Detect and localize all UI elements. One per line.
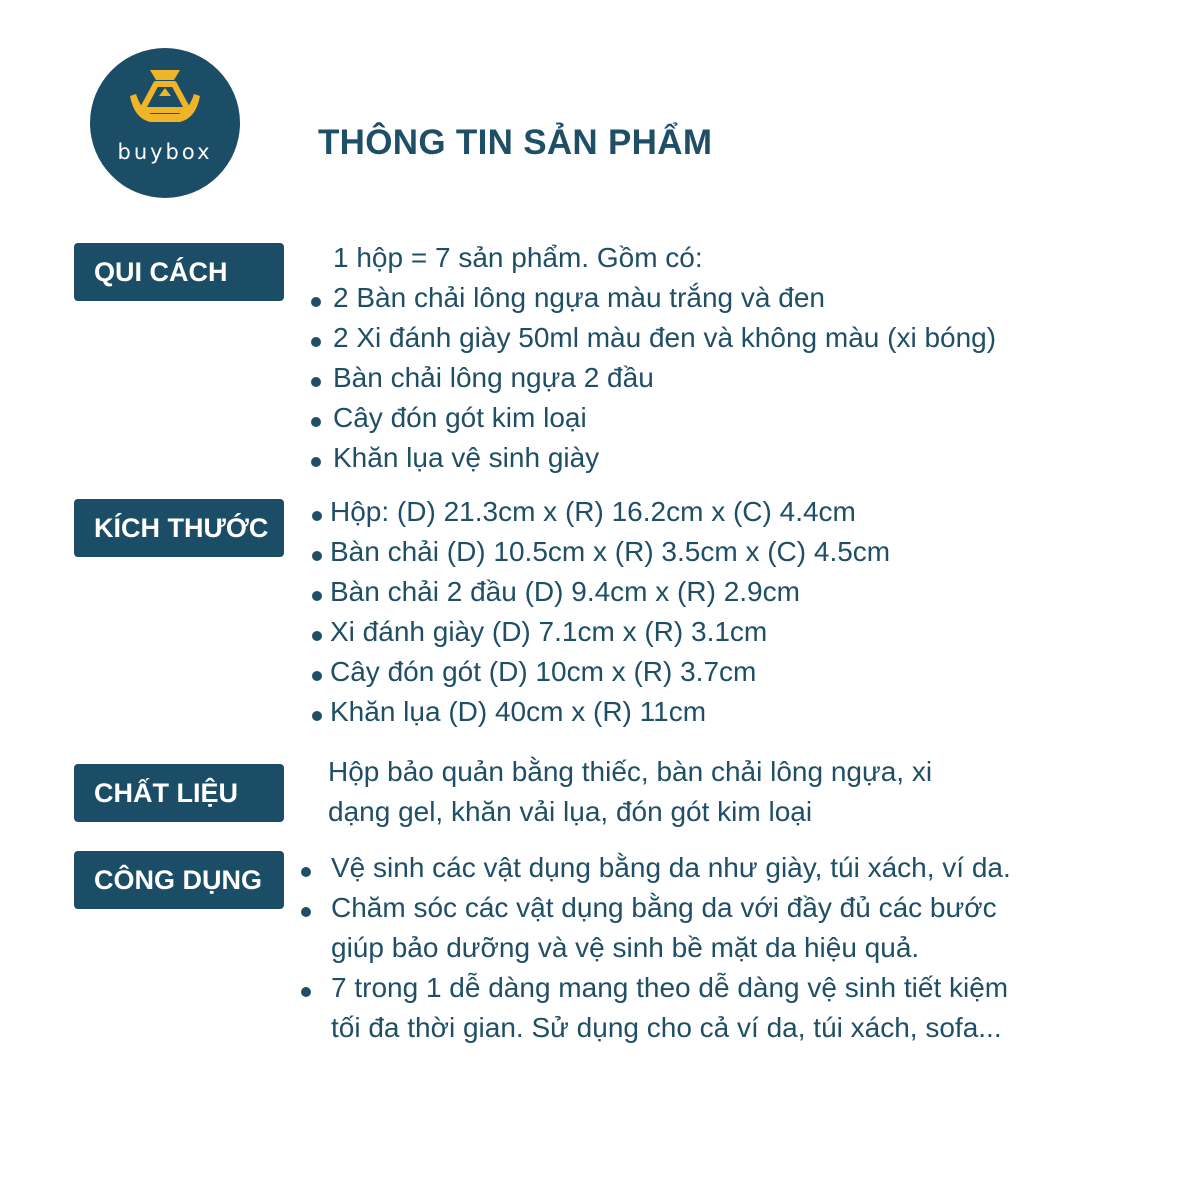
- label-cong-dung: CÔNG DỤNG: [74, 851, 284, 909]
- list-item: 2 Bàn chải lông ngựa màu trắng và đen: [333, 278, 996, 318]
- bullet-icon: [301, 987, 311, 997]
- list-item: Cây đón gót (D) 10cm x (R) 3.7cm: [330, 652, 890, 692]
- list-item: 2 Xi đánh giày 50ml màu đen và không màu (xi bóng): [333, 318, 996, 358]
- bullet-icon: [312, 551, 322, 561]
- list-item: Bàn chải 2 đầu (D) 9.4cm x (R) 2.9cm: [330, 572, 890, 612]
- cong-dung-content: [331, 848, 1011, 1048]
- bullet-icon: [312, 511, 322, 521]
- chat-lieu-line: dạng gel, khăn vải lụa, đón gót kim loại: [328, 796, 813, 827]
- bullet-icon: [312, 711, 322, 721]
- buybox-logo: [90, 48, 240, 198]
- list-item: Vệ sinh các vật dụng bằng da như giày, túi xách, ví da.: [331, 848, 1011, 888]
- list-item: Chăm sóc các vật dụng bằng da với đầy đủ các bước giúp bảo dưỡng và vệ sinh bề mặt da hiệu quả.: [331, 888, 1011, 968]
- bullet-icon: [311, 337, 321, 347]
- page-title: THÔNG TIN SẢN PHẨM: [318, 123, 713, 162]
- list-item: Hộp: (D) 21.3cm x (R) 16.2cm x (C) 4.4cm: [330, 492, 890, 532]
- bullet-icon: [301, 867, 311, 877]
- list-item: Bàn chải (D) 10.5cm x (R) 3.5cm x (C) 4.5cm: [330, 532, 890, 572]
- chat-lieu-content: [328, 752, 932, 832]
- list-item: 7 trong 1 dễ dàng mang theo dễ dàng vệ sinh tiết kiệm tối đa thời gian. Sử dụng cho cả ví da, túi xách, sofa...: [331, 968, 1011, 1048]
- list-item: Bàn chải lông ngựa 2 đầu: [333, 358, 996, 398]
- bullet-icon: [312, 591, 322, 601]
- bullet-icon: [311, 377, 321, 387]
- chat-lieu-line: Hộp bảo quản bằng thiếc, bàn chải lông ngựa, xi: [328, 756, 933, 787]
- bullet-icon: [312, 631, 322, 641]
- list-item: Khăn lụa vệ sinh giày: [333, 438, 996, 478]
- bullet-icon: [311, 297, 321, 307]
- list-item: Cây đón gót kim loại: [333, 398, 996, 438]
- bullet-icon: [301, 907, 311, 917]
- logo-text: buybox: [117, 140, 213, 164]
- list-item: Xi đánh giày (D) 7.1cm x (R) 3.1cm: [330, 612, 890, 652]
- label-kich-thuoc: KÍCH THƯỚC: [74, 499, 284, 557]
- label-chat-lieu: CHẤT LIỆU: [74, 764, 284, 822]
- bullet-icon: [311, 417, 321, 427]
- qui-cach-intro: 1 hộp = 7 sản phẩm. Gồm có:: [333, 242, 703, 273]
- label-qui-cach: QUI CÁCH: [74, 243, 284, 301]
- bullet-icon: [311, 457, 321, 467]
- kich-thuoc-content: [330, 492, 890, 732]
- qui-cach-content: [333, 238, 996, 478]
- list-item: Khăn lụa (D) 40cm x (R) 11cm: [330, 692, 890, 732]
- buybox-emblem-icon: [90, 48, 240, 198]
- bullet-icon: [312, 671, 322, 681]
